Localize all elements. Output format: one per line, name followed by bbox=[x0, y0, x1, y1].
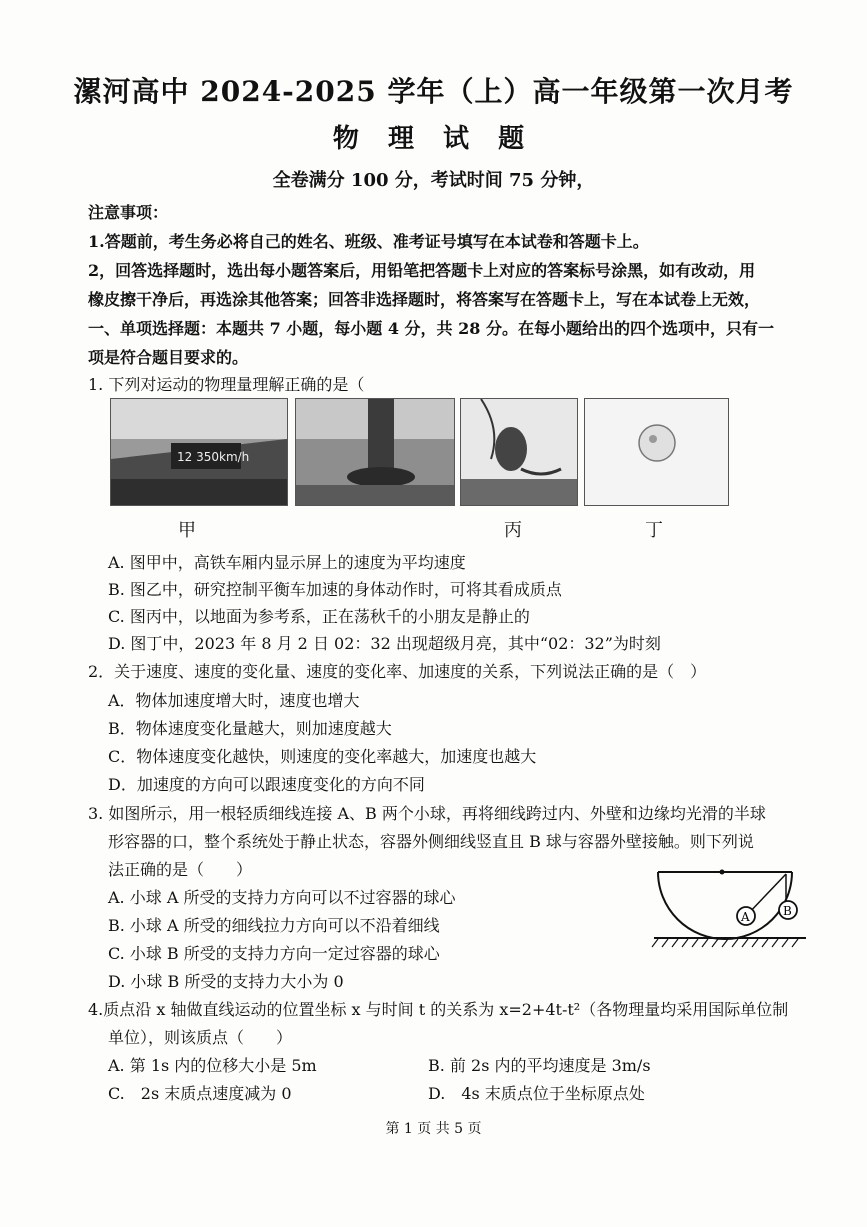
q3-option-d: D. 小球 B 所受的支持力大小为 0 bbox=[108, 972, 344, 991]
q4-option-c: C. 2s 末质点速度减为 0 bbox=[108, 1084, 292, 1103]
photo-ding bbox=[584, 398, 729, 506]
sphere-center-dot bbox=[720, 870, 725, 875]
q4-stem-line1: 4.质点沿 x 轴做直线运动的位置坐标 x 与时间 t 的关系为 x=2+4t-t²（各物理量均采用国际单位制 bbox=[88, 1000, 789, 1019]
section-heading-line2: 项是符合题目要求的。 bbox=[88, 348, 249, 367]
q2-option-a: A．物体加速度增大时，速度也增大 bbox=[108, 691, 360, 710]
note-1: 1.答题前，考生务必将自己的姓名、班级、准考证号填写在本试卷和答题卡上。 bbox=[88, 232, 649, 251]
q3-option-c: C. 小球 B 所受的支持力方向一定过容器的球心 bbox=[108, 944, 440, 963]
subject-title: 物 理 试 题 bbox=[332, 124, 535, 154]
note-2-line2: 橡皮擦干净后，再选涂其他答案；回答非选择题时，将答案写在答题卡上，写在本试卷上无效， bbox=[88, 290, 761, 309]
q1-option-d: D. 图丁中，2023 年 8 月 2 日 02：32 出现超级月亮，其中“02：32”为时刻 bbox=[108, 634, 661, 653]
hemisphere-diagram bbox=[650, 862, 810, 948]
photo-bing bbox=[460, 398, 578, 506]
q2-option-d: D．加速度的方向可以跟速度变化的方向不同 bbox=[108, 775, 425, 794]
ball-b-label: B bbox=[783, 904, 792, 918]
q4-option-d: D. 4s 末质点位于坐标原点处 bbox=[428, 1084, 645, 1103]
page-footer: 第 1 页 共 5 页 bbox=[385, 1121, 482, 1137]
caption-jia: 甲 bbox=[178, 520, 196, 541]
q3-stem-line1: 3. 如图所示，用一根轻质细线连接 A、B 两个小球，再将细线跨过内、外壁和边缘均光滑的半球 bbox=[88, 804, 766, 823]
q4-option-b: B. 前 2s 内的平均速度是 3m/s bbox=[428, 1056, 651, 1075]
page-title: 漯河高中 2024-2025 学年（上）高一年级第一次月考 bbox=[73, 75, 794, 108]
q3-option-a: A. 小球 A 所受的支持力方向可以不过容器的球心 bbox=[108, 888, 456, 907]
note-2-line1: 2，回答选择题时，选出每小题答案后，用铅笔把答题卡上对应的答案标号涂黑，如有改动，用 bbox=[88, 261, 756, 280]
ball-a-label: A bbox=[741, 910, 750, 924]
speed-display-text: 12 350km/h bbox=[177, 450, 250, 464]
q4-stem-line2: 单位），则该质点（ ） bbox=[108, 1028, 293, 1047]
q3-stem-line2: 形容器的口，整个系统处于静止状态，容器外侧细线竖直且 B 球与容器外壁接触。则下列说 bbox=[108, 832, 754, 851]
q2-option-c: C．物体速度变化越快，则速度的变化率越大，加速度也越大 bbox=[108, 747, 537, 766]
q3-stem-line3: 法正确的是（ ） bbox=[108, 860, 253, 879]
q1-option-a: A. 图甲中，高铁车厢内显示屏上的速度为平均速度 bbox=[108, 553, 466, 572]
section-heading-line1: 一、单项选择题：本题共 7 小题，每小题 4 分，共 28 分。在每小题给出的四个选项中，只有一 bbox=[88, 319, 774, 338]
caption-ding: 丁 bbox=[645, 520, 663, 541]
q1-option-c: C. 图丙中，以地面为参考系，正在荡秋千的小朋友是静止的 bbox=[108, 607, 530, 626]
q2-stem: 2．关于速度、速度的变化量、速度的变化率、加速度的关系，下列说法正确的是（ ） bbox=[88, 662, 707, 681]
q1-option-b: B. 图乙中，研究控制平衡车加速的身体动作时，可将其看成质点 bbox=[108, 580, 562, 599]
notes-heading: 注意事项： bbox=[88, 203, 169, 222]
photo-yi bbox=[295, 398, 455, 506]
q1-stem: 1. 下列对运动的物理量理解正确的是（ bbox=[88, 375, 365, 394]
q4-option-a: A. 第 1s 内的位移大小是 5m bbox=[108, 1056, 317, 1075]
photo-jia bbox=[110, 398, 288, 506]
caption-bing: 丙 bbox=[504, 520, 522, 541]
q2-option-b: B．物体速度变化量越大，则加速度越大 bbox=[108, 719, 392, 738]
exam-info: 全卷满分 100 分，考试时间 75 分钟， bbox=[272, 170, 595, 191]
q3-option-b: B. 小球 A 所受的细线拉力方向可以不沿着细线 bbox=[108, 916, 440, 935]
